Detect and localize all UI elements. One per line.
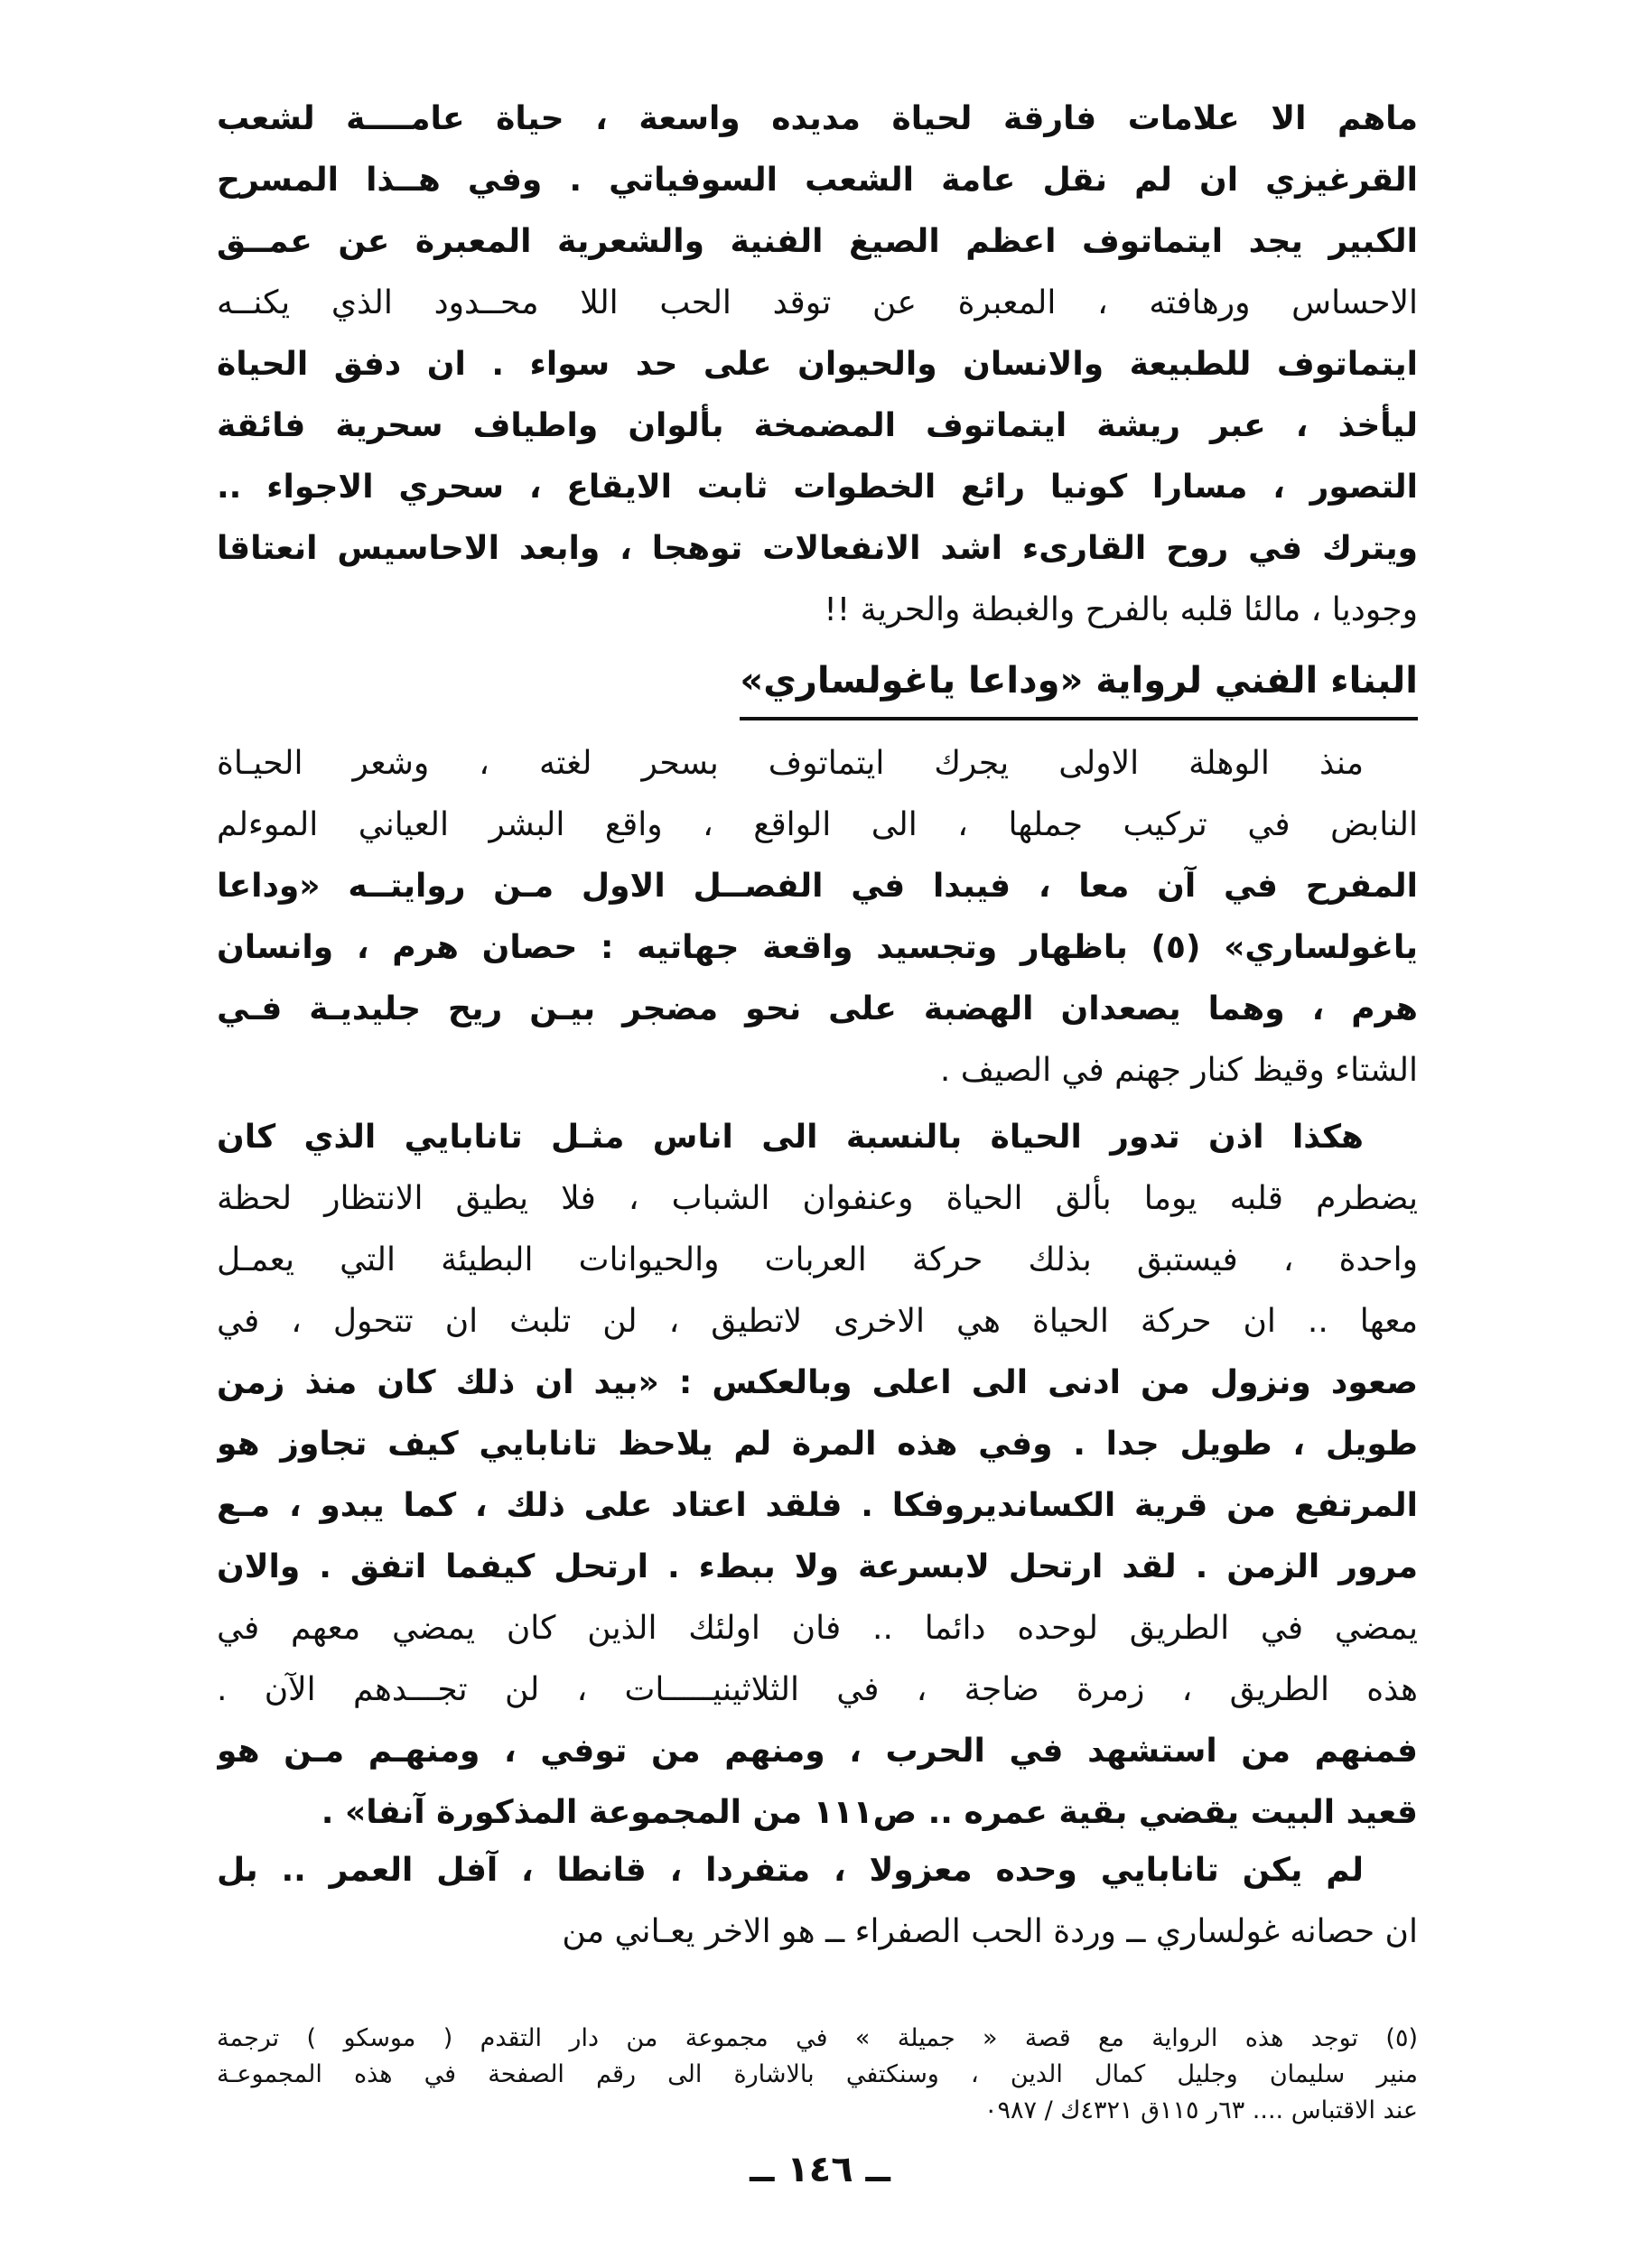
text-line: النابض في تركيب جملها ، الى الواقع ، واقع البشر العياني الموءلم [217,806,1418,843]
text-line: ياغولساري» (٥) باظهار وتجسيد واقعة جهاتيه : حصان هرم ، وانسان [217,929,1418,966]
text-line: الشتاء وقيظ كنار جهنم في الصيف . [939,1052,1418,1089]
text-line: يضطرم قلبه يوما بألق الحياة وعنفوان الشباب ، فلا يطيق الانتظار لحظة [217,1180,1418,1217]
text-line: المفرح في آن معا ، فيبدا في الفصــل الاول مـن روايتــه «وداعا [217,868,1418,905]
text-line: هرم ، وهما يصعدان الهضبة على نحو مضجر بيـن ريح جليديـة فـي [217,990,1418,1027]
text-line: لم يكن تانابايي وحده معزولا ، متفردا ، قانطا ، آفل العمر .. بل [217,1852,1364,1889]
paragraph-2 [217,1107,1418,1844]
text-line: معها .. ان حركة الحياة هي الاخرى لاتطيق ، لن تلبث ان تتحول ، في [217,1303,1418,1340]
text-line: هكذا اذن تدور الحياة بالنسبة الى اناس مثـل تانابايي الذي كان [217,1119,1364,1156]
text-line: هذه الطريق ، زمرة ضاجة ، في الثلاثينيـــــات ، لن تجـــدهم الآن . [217,1671,1418,1708]
intro-paragraph [217,88,1418,641]
footnote-line: منير سليمان وجليل كمال الدين ، وسنكتفي بالاشارة الى رقم الصفحة في هذه المجموعـة [217,2060,1418,2088]
text-line: طويل ، طويل جدا . وفي هذه المرة لم يلاحظ تانابايي كيف تجاوز هو [217,1426,1418,1463]
paragraph-3 [217,1840,1418,1963]
text-line: واحدة ، فيستبق بذلك حركة العربات والحيوانات البطيئة التي يعمـل [217,1241,1418,1278]
text-line: ماهم الا علامات فارقة لحياة مديده واسعة ، حياة عامــــة لشعب [217,100,1418,137]
text-line: يمضي في الطريق لوحده دائما .. فان اولئك الذين كان يمضي معهم في [217,1610,1418,1647]
text-line: القرغيزي ان لم نقل عامة الشعب السوفياتي . وفي هــذا المسرح [217,162,1418,199]
text-line: صعود ونزول من ادنى الى اعلى وبالعكس : «بيد ان ذلك كان منذ زمن [217,1364,1418,1401]
text-line: ان حصانه غولساري ــ وردة الحب الصفراء ــ هو الاخر يعـاني من [562,1913,1418,1950]
text-line: فمنهم من استشهد في الحرب ، ومنهم من توفي ، ومنهـم مـن هو [217,1733,1418,1770]
section-heading: البناء الفني لرواية «وداعا ياغولساري» [740,648,1418,720]
text-line: قعيد البيت يقضي بقية عمره .. ص١١١ من المجموعة المذكورة آنفا» . [321,1794,1418,1831]
text-line: الاحساس ورهافته ، المعبرة عن توقد الحب اللا محــدود الذي يكنــه [217,284,1418,321]
text-line: الكبير يجد ايتماتوف اعظم الصيغ الفنية والشعرية المعبرة عن عمــق [217,223,1418,260]
footnotes [217,2021,1418,2129]
footnote-line: عند الاقتباس .... ٦٣ر ١١٥ق ٤٣٢١ك / ٠٩٨٧ [983,2096,1418,2124]
text-line: التصور ، مسارا كونيا رائع الخطوات ثابت الايقاع ، سحري الاجواء .. [217,469,1418,506]
footnote-line: (٥) توجد هذه الرواية مع قصة « جميلة » في مجموعة من دار التقدم ( موسكو ) ترجمة [217,2024,1418,2052]
paragraph-1 [217,733,1418,1101]
text-line: ليأخذ ، عبر ريشة ايتماتوف المضمخة بألوان واطياف سحرية فائقة [217,407,1418,444]
text-line: منذ الوهلة الاولى يجرك ايتماتوف بسحر لغته ، وشعر الحيـاة [217,745,1364,782]
text-line: ويترك في روح القارىء اشد الانفعالات توهجا ، وابعد الاحاسيس انعتاقا [217,530,1418,567]
page-number: ــ ١٤٦ ــ [750,2149,890,2190]
text-line: المرتفع من قرية الكسانديروفكا . فلقد اعتاد على ذلك ، كما يبدو ، مـع [217,1487,1418,1524]
text-line: مرور الزمن . لقد ارتحل لابسرعة ولا ببطء . ارتحل كيفما اتفق . والان [217,1548,1418,1585]
text-line: ايتماتوف للطبيعة والانسان والحيوان على حد سواء . ان دفق الحياة [217,346,1418,383]
text-line: وجوديا ، مالئا قلبه بالفرح والغبطة والحرية !! [824,591,1418,628]
